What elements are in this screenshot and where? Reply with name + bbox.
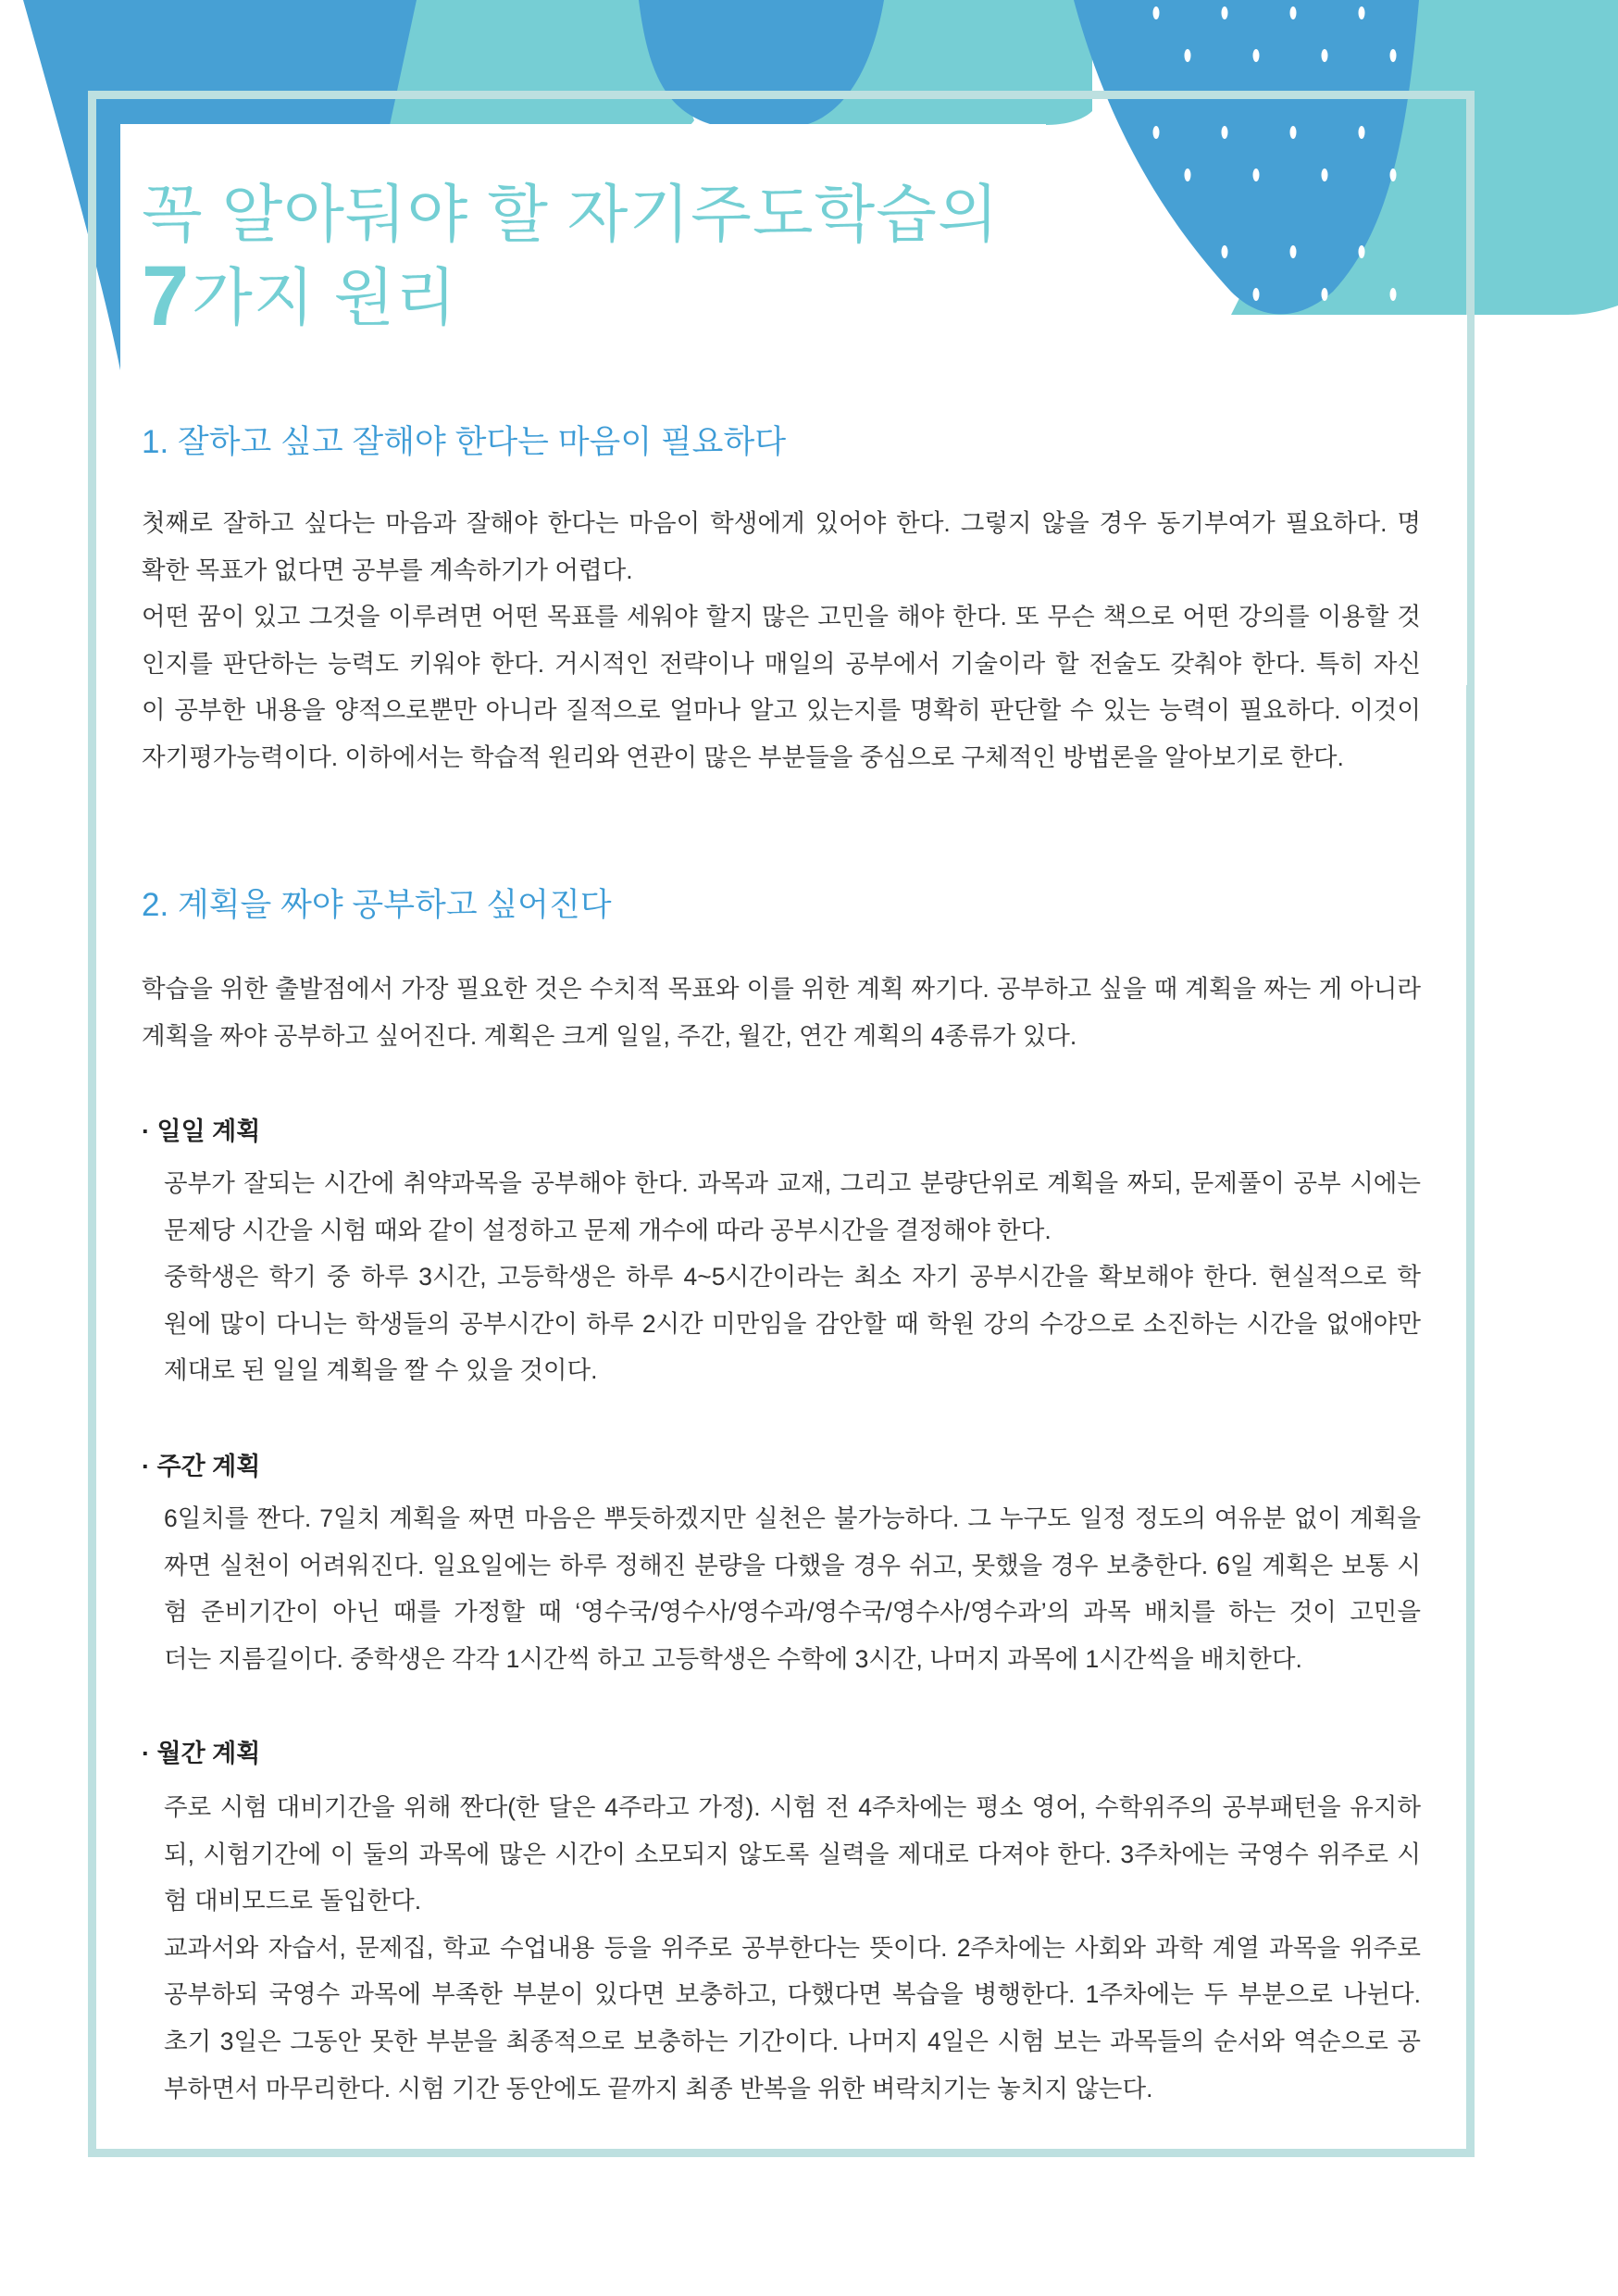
body-text-line: 교과서와 자습서, 문제집, 학교 수업내용 등을 위주로 공부한다는 뜻이다. 2주차에는 사회와 과학 계열 과목을 위주로 [164,1933,1421,1962]
body-text-line: 중학생은 학기 중 하루 3시간, 고등학생은 하루 4~5시간이라는 최소 자기 공부시간을 확보해야 한다. 현실적으로 학 [164,1263,1421,1292]
section-1-heading: 1. 잘하고 싶고 잘해야 한다는 마음이 필요하다 [142,424,787,460]
weekly-plan-body [164,1495,1421,1682]
daily-plan-label: · 일일 계획 [142,1117,261,1145]
body-text-line: 자기평가능력이다. 이하에서는 학습적 원리와 연관이 많은 부분들을 중심으로 구체적인 방법론을 알아보기로 한다. [142,742,1344,771]
body-text-line: 원에 많이 다니는 학생들의 공부시간이 하루 2시간 미만임을 감안할 때 학원 강의 수강으로 소진하는 시간을 없애야만 [164,1309,1421,1338]
daily-plan-body [164,1160,1421,1394]
body-text-line: 험 대비모드로 돌입한다. [164,1887,422,1915]
section-2-heading: 2. 계획을 짜야 공부하고 싶어진다 [142,887,612,923]
monthly-plan-label: · 월간 계획 [142,1740,261,1767]
body-text-line: 첫째로 잘하고 싶다는 마음과 잘해야 한다는 마음이 학생에게 있어야 한다. 그렇지 않을 경우 동기부여가 필요하다. 명 [142,509,1421,537]
dot [1290,6,1297,19]
body-text-line: 더는 지름길이다. 중학생은 각각 1시간씩 하고 고등학생은 수학에 3시간, 나머지 과목에 1시간씩을 배치한다. [164,1644,1302,1673]
section-2-intro [142,966,1421,1059]
body-text-line: 초기 3일은 그동안 못한 부분을 최종적으로 보충하는 기간이다. 나머지 4일은 시험 보는 과목들의 순서와 역순으로 공 [164,2027,1421,2055]
body-text-line: 어떤 꿈이 있고 그것을 이루려면 어떤 목표를 세워야 할지 많은 고민을 해야 한다. 또 무슨 책으로 어떤 강의를 이용할 것 [142,603,1421,631]
body-text-line: 공부가 잘되는 시간에 취약과목을 공부해야 한다. 과목과 교재, 그리고 분량단위로 계획을 짜되, 문제풀이 공부 시에는 [164,1169,1421,1197]
body-text-line: 학습을 위한 출발점에서 가장 필요한 것은 수치적 목표와 이를 위한 계획 짜기다. 공부하고 싶을 때 계획을 짜는 게 아니라 [142,975,1421,1003]
body-text-line: 6일치를 짠다. 7일치 계획을 짜면 마음은 뿌듯하겠지만 실천은 불가능하다. 그 누구도 일정 정도의 여유분 없이 계획을 [164,1504,1421,1532]
weekly-plan-label: · 주간 계획 [142,1453,261,1480]
dot [1359,6,1365,19]
page-title-line1: 꼭 알아둬야 할 자기주도학습의 [142,180,1000,250]
body-text-line: 이 공부한 내용을 양적으로뿐만 아니라 질적으로 얼마나 알고 있는지를 명확히 판단할 수 있는 능력이 필요하다. 이것이 [142,696,1421,725]
title-rest: 가지 원리 [192,263,457,333]
monthly-plan-body [164,1784,1421,2112]
section-1-body [142,500,1421,781]
body-text-line: 부하면서 마무리한다. 시험 기간 동안에도 끝까지 최종 반복을 위한 벼락치기는 놓치지 않는다. [164,2074,1153,2103]
dot [1222,6,1228,19]
dot [1185,49,1191,62]
page-title-line2 [142,248,457,345]
body-text-line: 인지를 판단하는 능력도 키워야 한다. 거시적인 전략이나 매일의 공부에서 기술이라 할 전술도 갖춰야 한다. 특히 자신 [142,649,1421,678]
body-text-line: 되, 시험기간에 이 둘의 과목에 많은 시간이 소모되지 않도록 실력을 제대로 다져야 한다. 3주차에는 국영수 위주로 시 [164,1840,1421,1868]
body-text-line: 제대로 된 일일 계획을 짤 수 있을 것이다. [164,1356,598,1385]
dot [1153,6,1160,19]
body-text-line: 확한 목표가 없다면 공부를 계속하기가 어렵다. [142,555,633,584]
body-text-line: 험 준비기간이 아닌 때를 가정할 때 ‘영수국/영수사/영수과/영수국/영수사/영수과’의 과목 배치를 하는 것이 고민을 [164,1598,1421,1627]
body-text-line: 공부하되 국영수 과목에 부족한 부분이 있다면 보충하고, 다했다면 복습을 병행한다. 1주차에는 두 부분으로 나뉜다. [164,1980,1421,2009]
body-text-line: 주로 시험 대비기간을 위해 짠다(한 달은 4주라고 가정). 시험 전 4주차에는 평소 영어, 수학위주의 공부패턴을 유지하 [164,1793,1421,1821]
body-text-line: 짜면 실천이 어려워진다. 일요일에는 하루 정해진 분량을 다했을 경우 쉬고, 못했을 경우 보충한다. 6일 계획은 보통 시 [164,1551,1421,1579]
body-text-line: 계획을 짜야 공부하고 싶어진다. 계획은 크게 일일, 주간, 월간, 연간 계획의 4종류가 있다. [142,1021,1077,1050]
dot [1390,49,1397,62]
body-text-line: 문제당 시간을 시험 때와 같이 설정하고 문제 개수에 따라 공부시간을 결정해야 한다. [164,1216,1052,1244]
title-number: 7 [142,249,191,343]
dot [1322,49,1328,62]
dot [1253,49,1260,62]
